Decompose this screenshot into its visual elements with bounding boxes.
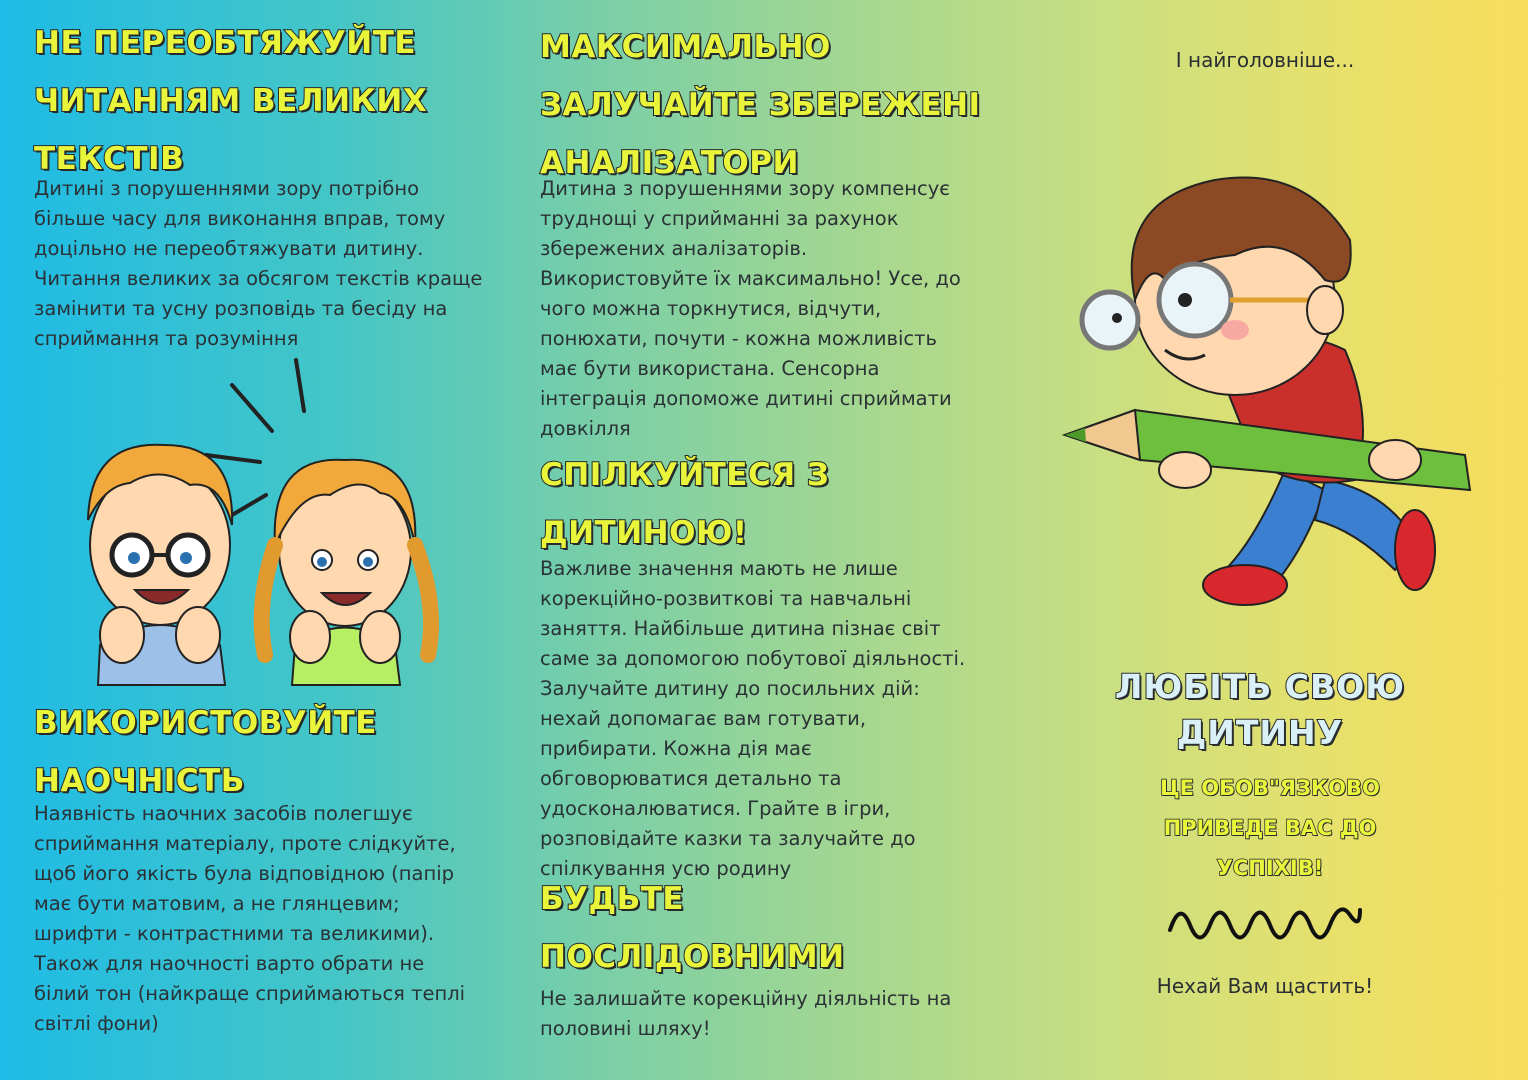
text-communicate: Важливе значення мають не лише корекційно-розвиткові та навчальні заняття. Найбільше дитина пізнає світ саме за допомогою побутової діяльності. Залучайте дитину до посильних дій: нехай допомагає вам готувати, прибирати. Кожна дія має обговорюватися детально та удосконалюватися. Грайте в ігри, розповідайте казки та залучайте до спілкування усю родину (540, 557, 966, 880)
text-use-analyzers: Дитина з порушеннями зору компенсує труднощі у сприйманні за рахунок збережених аналізаторів. Використовуйте їх максимально! Усе, до чого можна торкнутися, відчути, понюхати, почути - кожна можливість має бути використана. Сенсорна інтеграція допоможе дитині сприймати довкілля (540, 177, 961, 440)
love-your-child: ЛЮБІТЬ СВОЮ ДИТИНУ (1115, 667, 1405, 752)
text-no-overload: Дитині з порушеннями зору потрібно більше часу для виконання вправ, тому доцільно не переобтяжувати дитину. Читання великих за обсягом текстів краще замінити та усну розповідь та бесіду на сприймання та розуміння (34, 177, 483, 350)
text-use-visuals: Наявність наочних засобів полегшує сприймання матеріалу, проте слідкуйте, щоб його якість була відповідною (папір має бути матовим, а не глянцевим; шрифти - контрастними та великими). Також для наочності варто обрати не білий тон (найкраще сприймаються теплі світлі фони) (34, 802, 466, 1035)
zigzag-icon (1165, 895, 1365, 945)
success-promise: ЦЕ ОБОВ"ЯЗКОВО ПРИВЕДЕ ВАС ДО УСПІХІВ! (1160, 776, 1380, 880)
heading-use-visuals: ВИКОРИСТОВУЙТЕ НАОЧНІСТЬ (34, 705, 377, 799)
heading-be-consistent: БУДЬТЕ ПОСЛІДОВНИМИ (540, 881, 845, 975)
heading-use-analyzers: МАКСИМАЛЬНО ЗАЛУЧАЙТЕ ЗБЕРЕЖЕНІ АНАЛІЗАТОРИ (540, 29, 981, 181)
intro-text: І найголовніше... (1175, 48, 1355, 72)
text-be-consistent: Не залишайте корекційну діяльність на половині шляху! (540, 987, 952, 1040)
heading-communicate: СПІЛКУЙТЕСЯ З ДИТИНОЮ! (540, 457, 830, 551)
wish-text: Нехай Вам щастить! (1156, 974, 1374, 998)
boy-with-pencil-icon (1055, 160, 1485, 620)
heading-no-overload: НЕ ПЕРЕОБТЯЖУЙТЕ ЧИТАННЯМ ВЕЛИКИХ ТЕКСТІВ (34, 25, 428, 177)
two-kids-icon (60, 355, 460, 695)
